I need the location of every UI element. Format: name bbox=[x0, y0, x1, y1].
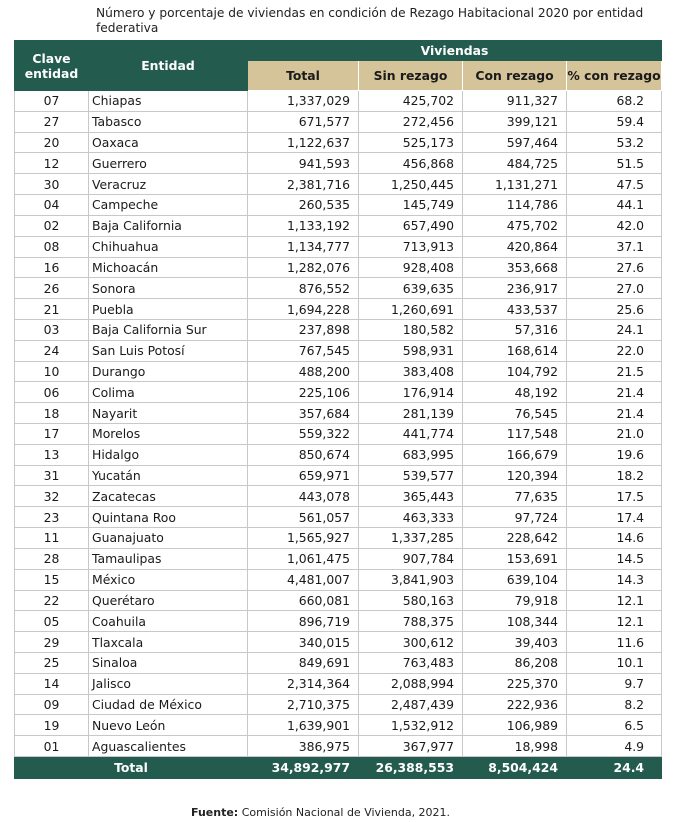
con-rezago-cell: 353,668 bbox=[463, 257, 567, 278]
con-rezago-cell: 18,998 bbox=[463, 736, 567, 757]
table-row bbox=[15, 236, 662, 257]
table-row bbox=[15, 590, 662, 611]
entidad-cell: Guanajuato bbox=[89, 528, 248, 549]
table-row bbox=[15, 548, 662, 569]
sin-rezago-cell: 1,250,445 bbox=[359, 174, 463, 195]
source-label: Fuente: bbox=[191, 806, 239, 819]
pct-cell: 53.2 bbox=[567, 132, 662, 153]
sin-rezago-cell: 598,931 bbox=[359, 340, 463, 361]
pct-cell: 8.2 bbox=[567, 694, 662, 715]
table-row bbox=[15, 715, 662, 736]
sin-rezago-cell: 281,139 bbox=[359, 403, 463, 424]
total-cell: 357,684 bbox=[248, 403, 359, 424]
sin-rezago-cell: 657,490 bbox=[359, 215, 463, 236]
clave-cell: 11 bbox=[15, 528, 89, 549]
total-cell: 443,078 bbox=[248, 486, 359, 507]
clave-cell: 13 bbox=[15, 444, 89, 465]
pct-cell: 18.2 bbox=[567, 465, 662, 486]
entidad-cell: Michoacán bbox=[89, 257, 248, 278]
header-sin-rezago: Sin rezago bbox=[359, 61, 463, 91]
pct-cell: 19.6 bbox=[567, 444, 662, 465]
rezago-table bbox=[14, 40, 662, 779]
sin-rezago-cell: 272,456 bbox=[359, 111, 463, 132]
con-rezago-cell: 166,679 bbox=[463, 444, 567, 465]
total-cell: 260,535 bbox=[248, 195, 359, 216]
table-body bbox=[15, 91, 662, 757]
sin-rezago-cell: 300,612 bbox=[359, 632, 463, 653]
clave-cell: 20 bbox=[15, 132, 89, 153]
total-cell: 941,593 bbox=[248, 153, 359, 174]
entidad-cell: Sinaloa bbox=[89, 652, 248, 673]
table-row bbox=[15, 111, 662, 132]
total-cell: 2,381,716 bbox=[248, 174, 359, 195]
pct-cell: 21.5 bbox=[567, 361, 662, 382]
entidad-cell: Quintana Roo bbox=[89, 507, 248, 528]
clave-cell: 03 bbox=[15, 319, 89, 340]
con-rezago-cell: 222,936 bbox=[463, 694, 567, 715]
entidad-cell: Chihuahua bbox=[89, 236, 248, 257]
sin-rezago-cell: 763,483 bbox=[359, 652, 463, 673]
table-row bbox=[15, 694, 662, 715]
clave-cell: 24 bbox=[15, 340, 89, 361]
entidad-cell: Nayarit bbox=[89, 403, 248, 424]
clave-cell: 06 bbox=[15, 382, 89, 403]
pct-cell: 42.0 bbox=[567, 215, 662, 236]
entidad-cell: San Luis Potosí bbox=[89, 340, 248, 361]
sin-rezago-cell: 580,163 bbox=[359, 590, 463, 611]
pct-cell: 22.0 bbox=[567, 340, 662, 361]
total-cell: 1,282,076 bbox=[248, 257, 359, 278]
pct-cell: 4.9 bbox=[567, 736, 662, 757]
sin-rezago-cell: 176,914 bbox=[359, 382, 463, 403]
total-cell: 225,106 bbox=[248, 382, 359, 403]
sin-rezago-cell: 3,841,903 bbox=[359, 569, 463, 590]
pct-cell: 44.1 bbox=[567, 195, 662, 216]
total-cell: 876,552 bbox=[248, 278, 359, 299]
con-rezago-cell: 117,548 bbox=[463, 424, 567, 445]
entidad-cell: Hidalgo bbox=[89, 444, 248, 465]
pct-cell: 21.0 bbox=[567, 424, 662, 445]
sin-rezago-cell: 713,913 bbox=[359, 236, 463, 257]
total-con-rezago: 8,504,424 bbox=[463, 757, 567, 779]
pct-cell: 21.4 bbox=[567, 382, 662, 403]
con-rezago-cell: 433,537 bbox=[463, 299, 567, 320]
sin-rezago-cell: 928,408 bbox=[359, 257, 463, 278]
pct-cell: 12.1 bbox=[567, 611, 662, 632]
total-cell: 1,133,192 bbox=[248, 215, 359, 236]
table-row bbox=[15, 486, 662, 507]
clave-cell: 22 bbox=[15, 590, 89, 611]
con-rezago-cell: 120,394 bbox=[463, 465, 567, 486]
clave-cell: 14 bbox=[15, 673, 89, 694]
total-total: 34,892,977 bbox=[248, 757, 359, 779]
clave-cell: 10 bbox=[15, 361, 89, 382]
entidad-cell: Tamaulipas bbox=[89, 548, 248, 569]
table-row bbox=[15, 465, 662, 486]
clave-cell: 04 bbox=[15, 195, 89, 216]
entidad-cell: México bbox=[89, 569, 248, 590]
table-row bbox=[15, 299, 662, 320]
sin-rezago-cell: 788,375 bbox=[359, 611, 463, 632]
con-rezago-cell: 399,121 bbox=[463, 111, 567, 132]
clave-cell: 23 bbox=[15, 507, 89, 528]
sin-rezago-cell: 456,868 bbox=[359, 153, 463, 174]
total-cell: 671,577 bbox=[248, 111, 359, 132]
clave-cell: 25 bbox=[15, 652, 89, 673]
con-rezago-cell: 484,725 bbox=[463, 153, 567, 174]
entidad-cell: Tabasco bbox=[89, 111, 248, 132]
sin-rezago-cell: 539,577 bbox=[359, 465, 463, 486]
table-title: Número y porcentaje de viviendas en condición de Rezago Habitacional 2020 por entidad federativa bbox=[96, 6, 644, 35]
con-rezago-cell: 1,131,271 bbox=[463, 174, 567, 195]
entidad-cell: Aguascalientes bbox=[89, 736, 248, 757]
clave-cell: 15 bbox=[15, 569, 89, 590]
entidad-cell: Jalisco bbox=[89, 673, 248, 694]
total-cell: 1,639,901 bbox=[248, 715, 359, 736]
pct-cell: 6.5 bbox=[567, 715, 662, 736]
table-row bbox=[15, 569, 662, 590]
clave-cell: 02 bbox=[15, 215, 89, 236]
total-cell: 850,674 bbox=[248, 444, 359, 465]
con-rezago-cell: 228,642 bbox=[463, 528, 567, 549]
con-rezago-cell: 225,370 bbox=[463, 673, 567, 694]
header-entidad: Entidad bbox=[89, 41, 248, 91]
pct-cell: 68.2 bbox=[567, 91, 662, 112]
total-cell: 1,122,637 bbox=[248, 132, 359, 153]
con-rezago-cell: 97,724 bbox=[463, 507, 567, 528]
con-rezago-cell: 639,104 bbox=[463, 569, 567, 590]
clave-cell: 07 bbox=[15, 91, 89, 112]
pct-cell: 21.4 bbox=[567, 403, 662, 424]
entidad-cell: Oaxaca bbox=[89, 132, 248, 153]
table-row bbox=[15, 444, 662, 465]
entidad-cell: Coahuila bbox=[89, 611, 248, 632]
sin-rezago-cell: 2,088,994 bbox=[359, 673, 463, 694]
total-cell: 340,015 bbox=[248, 632, 359, 653]
pct-cell: 27.0 bbox=[567, 278, 662, 299]
pct-cell: 14.5 bbox=[567, 548, 662, 569]
pct-cell: 27.6 bbox=[567, 257, 662, 278]
pct-cell: 51.5 bbox=[567, 153, 662, 174]
pct-cell: 37.1 bbox=[567, 236, 662, 257]
con-rezago-cell: 420,864 bbox=[463, 236, 567, 257]
con-rezago-cell: 48,192 bbox=[463, 382, 567, 403]
total-cell: 559,322 bbox=[248, 424, 359, 445]
total-cell: 488,200 bbox=[248, 361, 359, 382]
total-cell: 561,057 bbox=[248, 507, 359, 528]
sin-rezago-cell: 463,333 bbox=[359, 507, 463, 528]
table-row bbox=[15, 736, 662, 757]
table-row bbox=[15, 195, 662, 216]
entidad-cell: Zacatecas bbox=[89, 486, 248, 507]
table-row bbox=[15, 340, 662, 361]
sin-rezago-cell: 683,995 bbox=[359, 444, 463, 465]
clave-cell: 17 bbox=[15, 424, 89, 445]
con-rezago-cell: 77,635 bbox=[463, 486, 567, 507]
total-cell: 386,975 bbox=[248, 736, 359, 757]
pct-cell: 11.6 bbox=[567, 632, 662, 653]
con-rezago-cell: 106,989 bbox=[463, 715, 567, 736]
con-rezago-cell: 114,786 bbox=[463, 195, 567, 216]
sin-rezago-cell: 525,173 bbox=[359, 132, 463, 153]
table-row bbox=[15, 528, 662, 549]
con-rezago-cell: 76,545 bbox=[463, 403, 567, 424]
entidad-cell: Tlaxcala bbox=[89, 632, 248, 653]
con-rezago-cell: 108,344 bbox=[463, 611, 567, 632]
clave-cell: 08 bbox=[15, 236, 89, 257]
sin-rezago-cell: 180,582 bbox=[359, 319, 463, 340]
clave-cell: 09 bbox=[15, 694, 89, 715]
entidad-cell: Puebla bbox=[89, 299, 248, 320]
total-row bbox=[15, 757, 662, 779]
total-cell: 2,314,364 bbox=[248, 673, 359, 694]
con-rezago-cell: 911,327 bbox=[463, 91, 567, 112]
total-cell: 1,337,029 bbox=[248, 91, 359, 112]
table-row bbox=[15, 652, 662, 673]
total-cell: 896,719 bbox=[248, 611, 359, 632]
total-cell: 659,971 bbox=[248, 465, 359, 486]
sin-rezago-cell: 639,635 bbox=[359, 278, 463, 299]
sin-rezago-cell: 1,337,285 bbox=[359, 528, 463, 549]
table-row bbox=[15, 91, 662, 112]
table-row bbox=[15, 278, 662, 299]
con-rezago-cell: 236,917 bbox=[463, 278, 567, 299]
con-rezago-cell: 475,702 bbox=[463, 215, 567, 236]
sin-rezago-cell: 1,532,912 bbox=[359, 715, 463, 736]
clave-cell: 12 bbox=[15, 153, 89, 174]
table-row bbox=[15, 153, 662, 174]
entidad-cell: Baja California bbox=[89, 215, 248, 236]
header-pct-con-rezago: % con rezago bbox=[567, 61, 662, 91]
entidad-cell: Morelos bbox=[89, 424, 248, 445]
clave-cell: 30 bbox=[15, 174, 89, 195]
clave-cell: 19 bbox=[15, 715, 89, 736]
con-rezago-cell: 39,403 bbox=[463, 632, 567, 653]
clave-cell: 05 bbox=[15, 611, 89, 632]
entidad-cell: Colima bbox=[89, 382, 248, 403]
total-cell: 1,565,927 bbox=[248, 528, 359, 549]
entidad-cell: Baja California Sur bbox=[89, 319, 248, 340]
pct-cell: 10.1 bbox=[567, 652, 662, 673]
header-clave: Clave entidad bbox=[15, 41, 89, 91]
clave-cell: 26 bbox=[15, 278, 89, 299]
source-text: Comisión Nacional de Vivienda, 2021. bbox=[241, 806, 451, 819]
entidad-cell: Durango bbox=[89, 361, 248, 382]
total-cell: 4,481,007 bbox=[248, 569, 359, 590]
table-row bbox=[15, 319, 662, 340]
entidad-cell: Chiapas bbox=[89, 91, 248, 112]
table-row bbox=[15, 361, 662, 382]
clave-cell: 27 bbox=[15, 111, 89, 132]
con-rezago-cell: 86,208 bbox=[463, 652, 567, 673]
table-row bbox=[15, 174, 662, 195]
pct-cell: 14.6 bbox=[567, 528, 662, 549]
total-cell: 1,694,228 bbox=[248, 299, 359, 320]
sin-rezago-cell: 907,784 bbox=[359, 548, 463, 569]
clave-cell: 16 bbox=[15, 257, 89, 278]
clave-cell: 28 bbox=[15, 548, 89, 569]
total-cell: 2,710,375 bbox=[248, 694, 359, 715]
pct-cell: 14.3 bbox=[567, 569, 662, 590]
entidad-cell: Guerrero bbox=[89, 153, 248, 174]
header-viviendas: Viviendas bbox=[248, 41, 662, 61]
total-cell: 849,691 bbox=[248, 652, 359, 673]
table-row bbox=[15, 632, 662, 653]
entidad-cell: Sonora bbox=[89, 278, 248, 299]
clave-cell: 01 bbox=[15, 736, 89, 757]
pct-cell: 59.4 bbox=[567, 111, 662, 132]
source-note bbox=[191, 806, 450, 819]
total-cell: 237,898 bbox=[248, 319, 359, 340]
total-sin-rezago: 26,388,553 bbox=[359, 757, 463, 779]
table-row bbox=[15, 424, 662, 445]
table-row bbox=[15, 673, 662, 694]
entidad-cell: Campeche bbox=[89, 195, 248, 216]
entidad-cell: Nuevo León bbox=[89, 715, 248, 736]
sin-rezago-cell: 383,408 bbox=[359, 361, 463, 382]
sin-rezago-cell: 2,487,439 bbox=[359, 694, 463, 715]
table-row bbox=[15, 507, 662, 528]
con-rezago-cell: 153,691 bbox=[463, 548, 567, 569]
sin-rezago-cell: 425,702 bbox=[359, 91, 463, 112]
header-total: Total bbox=[248, 61, 359, 91]
clave-cell: 31 bbox=[15, 465, 89, 486]
pct-cell: 25.6 bbox=[567, 299, 662, 320]
entidad-cell: Ciudad de México bbox=[89, 694, 248, 715]
sin-rezago-cell: 367,977 bbox=[359, 736, 463, 757]
entidad-cell: Veracruz bbox=[89, 174, 248, 195]
pct-cell: 9.7 bbox=[567, 673, 662, 694]
con-rezago-cell: 168,614 bbox=[463, 340, 567, 361]
con-rezago-cell: 597,464 bbox=[463, 132, 567, 153]
clave-cell: 18 bbox=[15, 403, 89, 424]
total-pct: 24.4 bbox=[567, 757, 662, 779]
table-row bbox=[15, 403, 662, 424]
sin-rezago-cell: 145,749 bbox=[359, 195, 463, 216]
entidad-cell: Yucatán bbox=[89, 465, 248, 486]
clave-cell: 32 bbox=[15, 486, 89, 507]
con-rezago-cell: 104,792 bbox=[463, 361, 567, 382]
pct-cell: 47.5 bbox=[567, 174, 662, 195]
pct-cell: 17.4 bbox=[567, 507, 662, 528]
table-row bbox=[15, 215, 662, 236]
total-cell: 1,061,475 bbox=[248, 548, 359, 569]
pct-cell: 12.1 bbox=[567, 590, 662, 611]
con-rezago-cell: 79,918 bbox=[463, 590, 567, 611]
sin-rezago-cell: 365,443 bbox=[359, 486, 463, 507]
entidad-cell: Querétaro bbox=[89, 590, 248, 611]
table-row bbox=[15, 382, 662, 403]
clave-cell: 21 bbox=[15, 299, 89, 320]
total-label: Total bbox=[15, 757, 248, 779]
pct-cell: 24.1 bbox=[567, 319, 662, 340]
sin-rezago-cell: 1,260,691 bbox=[359, 299, 463, 320]
total-cell: 767,545 bbox=[248, 340, 359, 361]
pct-cell: 17.5 bbox=[567, 486, 662, 507]
table-row bbox=[15, 257, 662, 278]
sin-rezago-cell: 441,774 bbox=[359, 424, 463, 445]
header-con-rezago: Con rezago bbox=[463, 61, 567, 91]
clave-cell: 29 bbox=[15, 632, 89, 653]
total-cell: 1,134,777 bbox=[248, 236, 359, 257]
con-rezago-cell: 57,316 bbox=[463, 319, 567, 340]
table-row bbox=[15, 132, 662, 153]
table-row bbox=[15, 611, 662, 632]
total-cell: 660,081 bbox=[248, 590, 359, 611]
